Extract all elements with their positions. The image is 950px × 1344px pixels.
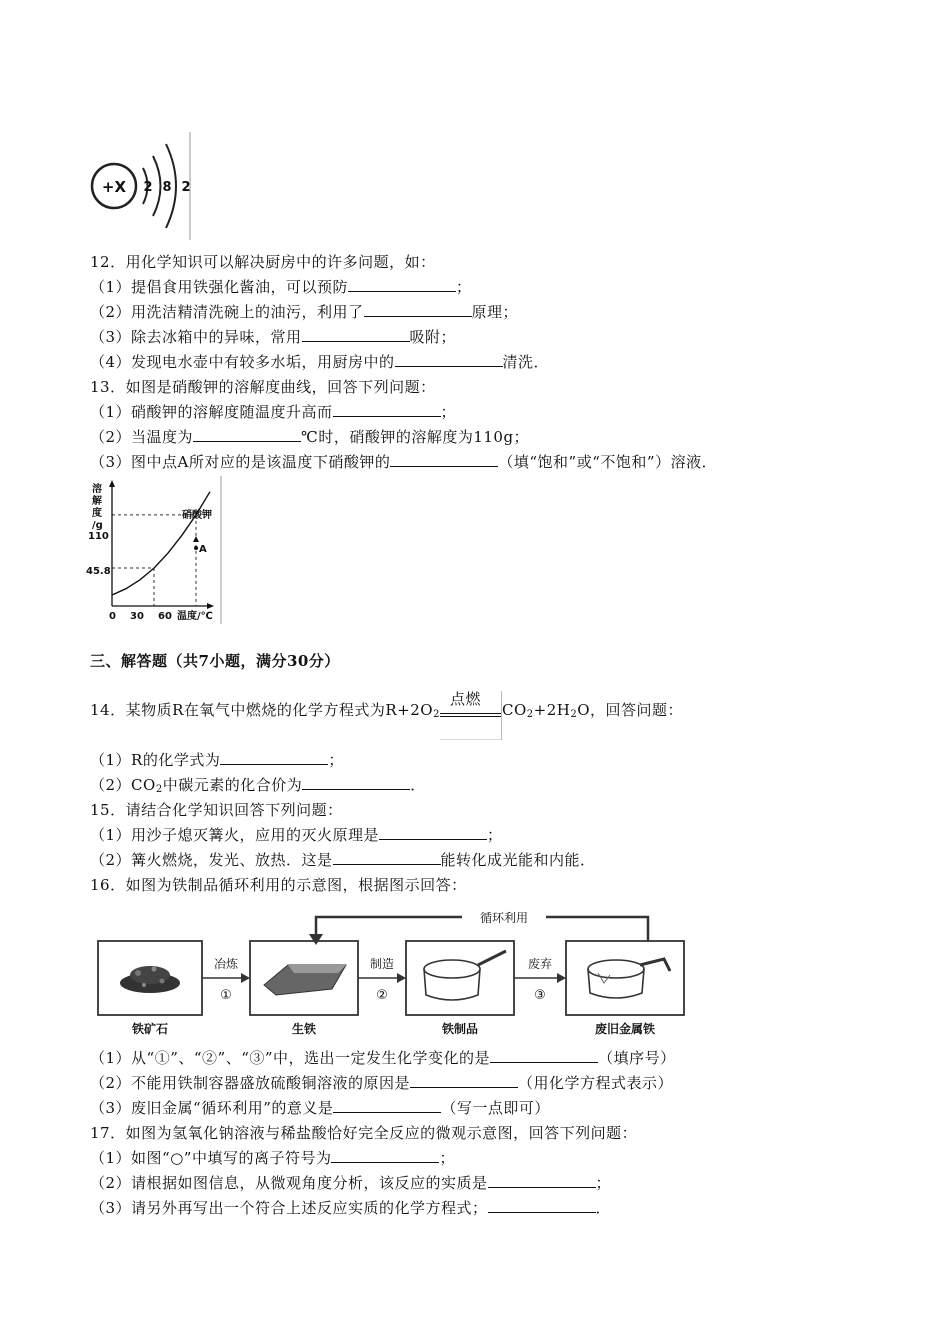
x-axis-arrow	[207, 603, 214, 609]
arrow-2-label: 制造	[369, 957, 395, 971]
q13-part1-end: ；	[440, 403, 457, 421]
q15-part2-text: （2）篝火燃烧，发光、放热．这是	[90, 851, 333, 869]
q14-sub-3: 2	[570, 709, 578, 720]
q14-sub-1: 2	[433, 709, 440, 720]
label-scrap-iron: 废旧金属铁	[594, 1022, 656, 1036]
q14-part2-sub: 2	[155, 784, 163, 795]
loop-arrowhead	[309, 934, 323, 945]
q12-part1-end: ；	[456, 278, 472, 296]
q13-stem: 13．如图是硝酸钾的溶解度曲线，回答下列问题：	[90, 378, 436, 396]
q17-part1-end: ；	[439, 1149, 455, 1167]
shell-2-count: 8	[162, 180, 172, 195]
q17-part2	[90, 1173, 611, 1193]
q16-part3-text: （3）废旧金属“循环利用”的意义是	[90, 1099, 334, 1117]
iron-recycling-diagram	[92, 903, 692, 1043]
q15-part2-end: 能转化成光能和内能．	[440, 851, 596, 869]
arrow-1-label: 冶炼	[213, 957, 239, 971]
arrow-3-label: 废弃	[527, 957, 553, 971]
label-pig-iron: 生铁	[291, 1022, 317, 1036]
arrow-2-number: ②	[376, 988, 388, 1003]
q15-stem: 15．请结合化学知识回答下列问题：	[90, 801, 343, 819]
condition-label: 点燃	[449, 690, 481, 708]
q16-part2-end: （用化学方程式表示）	[518, 1074, 674, 1092]
q13-part2-text: （2）当温度为	[90, 428, 194, 446]
y-axis-label-char: 溶	[92, 484, 102, 495]
answer-blank[interactable]	[395, 352, 503, 367]
y-tick-45-8: 45.8	[86, 566, 111, 577]
point-a-marker	[194, 546, 198, 550]
q17-part3-text: （3）请另外再写出一个符合上述反应实质的化学方程式；	[90, 1199, 488, 1217]
arrow-1-number: ①	[220, 988, 232, 1003]
q14-part2-end: ．	[410, 776, 426, 794]
q13-part3	[90, 452, 717, 472]
y-axis-label-char: 解	[92, 496, 102, 507]
q17-stem: 17．如图为氢氧化钠溶液与稀盐酸恰好完全反应的微观示意图，回答下列问题：	[90, 1124, 638, 1142]
x-tick-60: 60	[158, 611, 172, 622]
q12-part1	[90, 277, 472, 297]
answer-blank[interactable]	[333, 850, 441, 865]
q17-part1	[90, 1148, 455, 1168]
q13-part1-text: （1）硝酸钾的溶解度随温度升高而	[90, 403, 333, 421]
q12-part2-end: 原理；	[471, 303, 519, 321]
answer-blank[interactable]	[193, 427, 301, 442]
q15-part1	[90, 825, 503, 845]
nucleus-charge: +X	[101, 178, 127, 196]
iron-pot-icon	[424, 951, 506, 1000]
q14-sub-2: 2	[526, 709, 534, 720]
q14-product: CO	[501, 701, 527, 719]
q13-part2	[90, 427, 529, 447]
series-label: 硝酸钾	[182, 510, 212, 521]
atom-structure-figure	[86, 130, 196, 242]
q17-part1-text: （1）如图“○”中填写的离子符号为	[90, 1149, 332, 1167]
answer-blank[interactable]	[390, 452, 498, 467]
q12-part3-text: （3）除去冰箱中的异味，常用	[90, 328, 302, 346]
arrow-3-number: ③	[534, 988, 546, 1003]
iron-ore-pile-icon	[120, 966, 180, 993]
q13-part3-text: （3）图中点A所对应的是该温度下硝酸钾的	[90, 453, 391, 471]
q14-stem	[90, 690, 684, 725]
q14-stem-end: O，回答问题：	[577, 701, 684, 719]
q12-part2-text: （2）用洗洁精清洗碗上的油污，利用了	[90, 303, 364, 321]
answer-blank[interactable]	[331, 1148, 439, 1163]
q15-part1-end: ；	[487, 826, 503, 844]
answer-blank[interactable]	[490, 1048, 598, 1063]
q14-part2-text: （2）CO	[90, 776, 156, 794]
q14-part1-end: ；	[328, 751, 344, 769]
q13-part1	[90, 402, 456, 422]
q15-part1-text: （1）用沙子熄灭篝火，应用的灭火原理是	[90, 826, 380, 844]
q17-part3	[90, 1198, 611, 1218]
y-tick-110: 110	[88, 531, 109, 542]
q16-part3-end: （写一点即可）	[441, 1099, 550, 1117]
q14-part2-text-2: 中碳元素的化合价为	[162, 776, 303, 794]
q15-part2	[90, 850, 596, 870]
q16-part1-text: （1）从“①”、“②”、“③”中，选出一定发生化学变化的是	[90, 1049, 491, 1067]
q16-stem: 16．如图为铁制品循环利用的示意图，根据图示回答：	[90, 876, 467, 894]
answer-blank[interactable]	[488, 1198, 596, 1213]
loop-label: 循环利用	[479, 911, 529, 925]
reaction-condition	[440, 690, 502, 725]
q16-part1	[90, 1048, 676, 1068]
label-iron-ore: 铁矿石	[131, 1022, 169, 1036]
shell-1-count: 2	[143, 180, 153, 195]
q14-part1-text: （1）R的化学式为	[90, 751, 221, 769]
q12-part3-end: 吸附；	[409, 328, 457, 346]
answer-blank[interactable]	[488, 1173, 596, 1188]
q16-part1-end: （填序号）	[598, 1049, 676, 1067]
x-axis-label: 温度/℃	[177, 611, 213, 622]
q12-stem: 12．用化学知识可以解决厨房中的许多问题，如：	[90, 253, 436, 271]
q12-part3	[90, 327, 456, 347]
point-a-arrow	[193, 536, 199, 542]
x-tick-0: 0	[109, 611, 116, 622]
q16-part3	[90, 1098, 550, 1118]
y-axis-label-char: 度	[92, 508, 102, 519]
answer-blank[interactable]	[220, 750, 328, 765]
y-axis-arrow	[109, 480, 115, 487]
q14-product-2: +2H	[533, 701, 571, 719]
answer-blank[interactable]	[333, 402, 441, 417]
answer-blank[interactable]	[302, 327, 410, 342]
shell-3-count: 2	[181, 180, 191, 195]
y-axis-label-text: 溶解度/g	[86, 476, 90, 477]
x-tick-30: 30	[130, 611, 144, 622]
pig-iron-ingot-icon	[264, 965, 346, 995]
y-axis-label-char: /g	[92, 520, 103, 531]
answer-blank[interactable]	[410, 1073, 518, 1088]
answer-blank[interactable]	[379, 825, 487, 840]
solubility-chart	[86, 476, 226, 624]
q14-part1	[90, 750, 344, 770]
answer-blank[interactable]	[302, 775, 410, 790]
q12-part4-text: （4）发现电水壶中有较多水垢，用厨房中的	[90, 353, 395, 371]
q14-part2	[90, 775, 426, 800]
point-a-label: A	[199, 544, 207, 555]
answer-blank[interactable]	[333, 1098, 441, 1113]
q16-part2-text: （2）不能用铁制容器盛放硫酸铜溶液的原因是	[90, 1074, 411, 1092]
q12-part1-text: （1）提倡食用铁强化酱油，可以预防	[90, 278, 349, 296]
q14-stem-text: 14．某物质R在氧气中燃烧的化学方程式为R+2O	[90, 701, 434, 719]
q17-part3-end: ．	[595, 1199, 612, 1217]
condition-box-edge	[440, 691, 502, 740]
q12-part4-end: 清洗．	[502, 353, 550, 371]
q17-part2-end: ；	[595, 1174, 612, 1192]
q17-part2-text: （2）请根据如图信息，从微观角度分析，该反应的实质是	[90, 1174, 488, 1192]
q12-part2	[90, 302, 518, 322]
answer-blank[interactable]	[348, 277, 456, 292]
q16-part2	[90, 1073, 673, 1093]
label-iron-product: 铁制品	[441, 1022, 479, 1036]
q13-part2-end: ℃时，硝酸钾的溶解度为110g；	[301, 428, 530, 446]
answer-blank[interactable]	[364, 302, 472, 317]
q12-part4	[90, 352, 549, 372]
scrap-pot-icon	[588, 959, 670, 998]
solubility-curve	[112, 492, 210, 595]
q13-part3-end: （填“饱和”或“不饱和”）溶液．	[498, 453, 718, 471]
section-3-title: 三、解答题（共7小题，满分30分）	[90, 652, 340, 670]
